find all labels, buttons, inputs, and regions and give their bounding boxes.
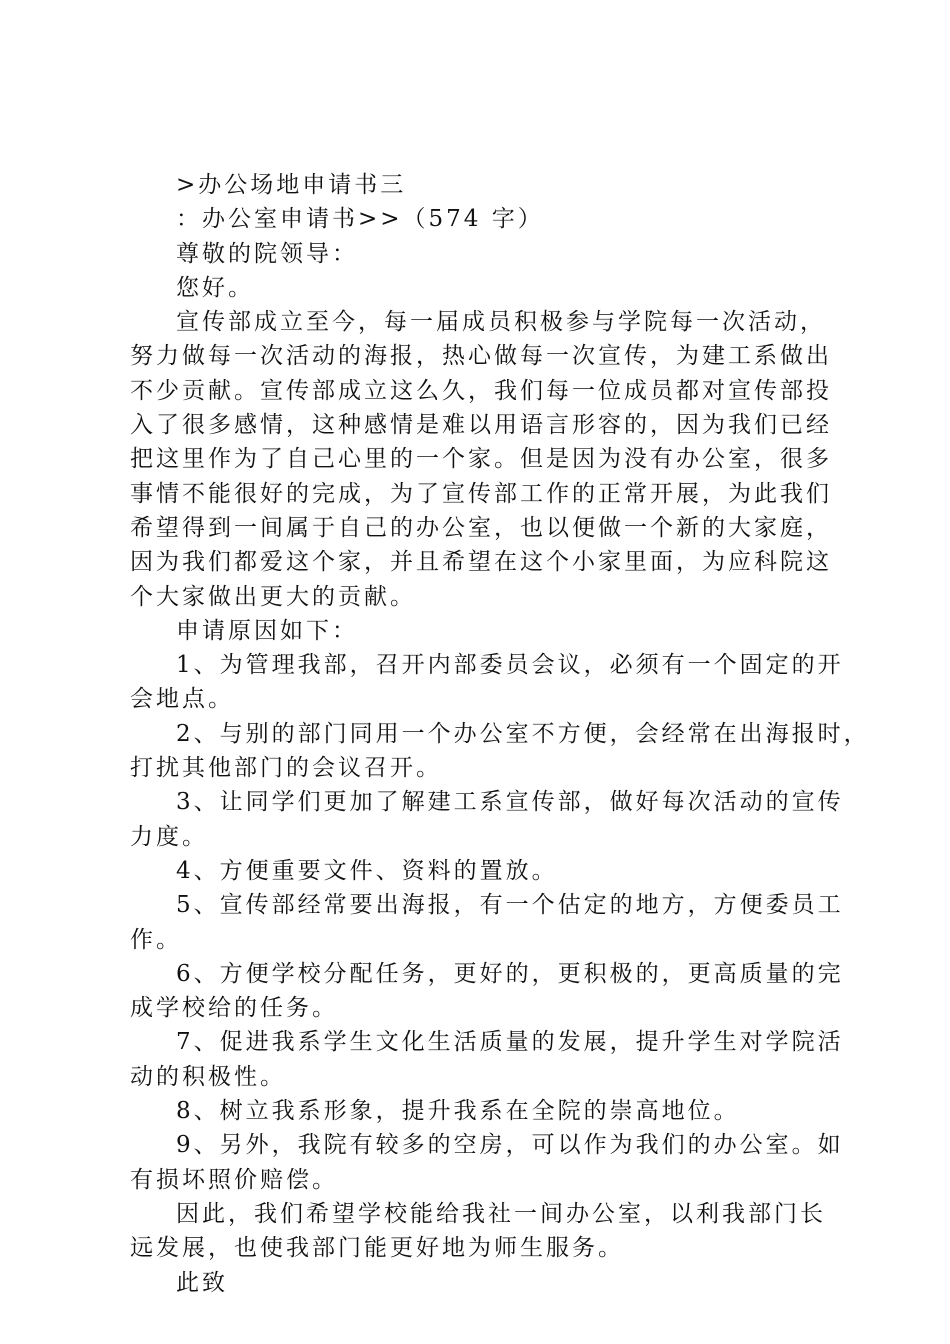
reason-item [130,785,844,854]
closing: 此致 [176,1269,228,1296]
intro-line: 因为我们都爱这个家，并且希望在这个小家里面，为应科院这 [130,549,832,576]
reason-item [130,1128,844,1197]
reason-line: 作。 [130,926,182,953]
reason-item [130,854,830,888]
reason-line: 会地点。 [130,686,234,713]
reason-line: 2、与别的部门同用一个办公室不方便，会经常在出海报时， [176,720,870,747]
intro-line: 不少贡献。宣传部成立这么久，我们每一位成员都对宣传部投 [130,377,832,404]
reason-item [130,1025,844,1094]
conclusion-line: 因此，我们希望学校能给我社一间办公室，以利我部门长 [176,1200,826,1227]
reason-item [130,888,844,957]
heading-line-2: ：办公室申请书>>（574 字） [176,206,544,233]
intro-line: 事情不能很好的完成，为了宣传部工作的正常开展，为此我们 [130,480,832,507]
reasons-heading: 申请原因如下： [176,617,358,644]
intro-line: 入了很多感情，这种感情是难以用语言形容的，因为我们已经 [130,412,832,439]
reasons-list [130,648,870,1197]
reason-line: 8、树立我系形象，提升我系在全院的崇高地位。 [176,1098,740,1125]
conclusion-paragraph [130,1197,830,1266]
reason-line: 有损坏照价赔偿。 [130,1166,338,1193]
greeting: 您好。 [176,274,254,301]
reason-line: 7、促进我系学生文化生活质量的发展，提升学生对学院活 [176,1029,844,1056]
reason-item [130,1094,830,1128]
intro-line: 宣传部成立至今，每一届成员积极参与学院每一次活动， [176,309,826,336]
reason-line: 动的积极性。 [130,1063,286,1090]
reason-line: 力度。 [130,823,208,850]
intro-line: 个大家做出更大的贡献。 [130,583,416,610]
heading-line-1: >办公场地申请书三 [176,172,407,198]
reason-item [130,957,844,1026]
intro-line: 希望得到一间属于自己的办公室，也以便做一个新的大家庭， [130,514,832,541]
reason-item [130,648,844,717]
reason-line: 5、宣传部经常要出海报，有一个估定的地方，方便委员工 [176,892,844,919]
document-body [130,168,870,1300]
reason-line: 4、方便重要文件、资料的置放。 [176,857,558,884]
reason-line: 1、为管理我部，召开内部委员会议，必须有一个固定的开 [176,652,844,679]
intro-line: 把这里作为了自己心里的一个家。但是因为没有办公室，很多 [130,446,832,473]
reason-line: 3、让同学们更加了解建工系宣传部，做好每次活动的宣传 [176,789,844,816]
salutation: 尊敬的院领导： [176,240,358,267]
reason-line: 6、方便学校分配任务，更好的，更积极的，更高质量的完 [176,960,844,987]
reason-line: 打扰其他部门的会议召开。 [130,755,442,782]
intro-paragraph [130,305,830,614]
reason-item [130,717,870,786]
reason-line: 成学校给的任务。 [130,995,338,1022]
intro-line: 努力做每一次活动的海报，热心做每一次宣传，为建工系做出 [130,343,832,370]
conclusion-line: 远发展，也使我部门能更好地为师生服务。 [130,1235,624,1262]
reason-line: 9、另外，我院有较多的空房，可以作为我们的办公室。如 [176,1132,844,1159]
